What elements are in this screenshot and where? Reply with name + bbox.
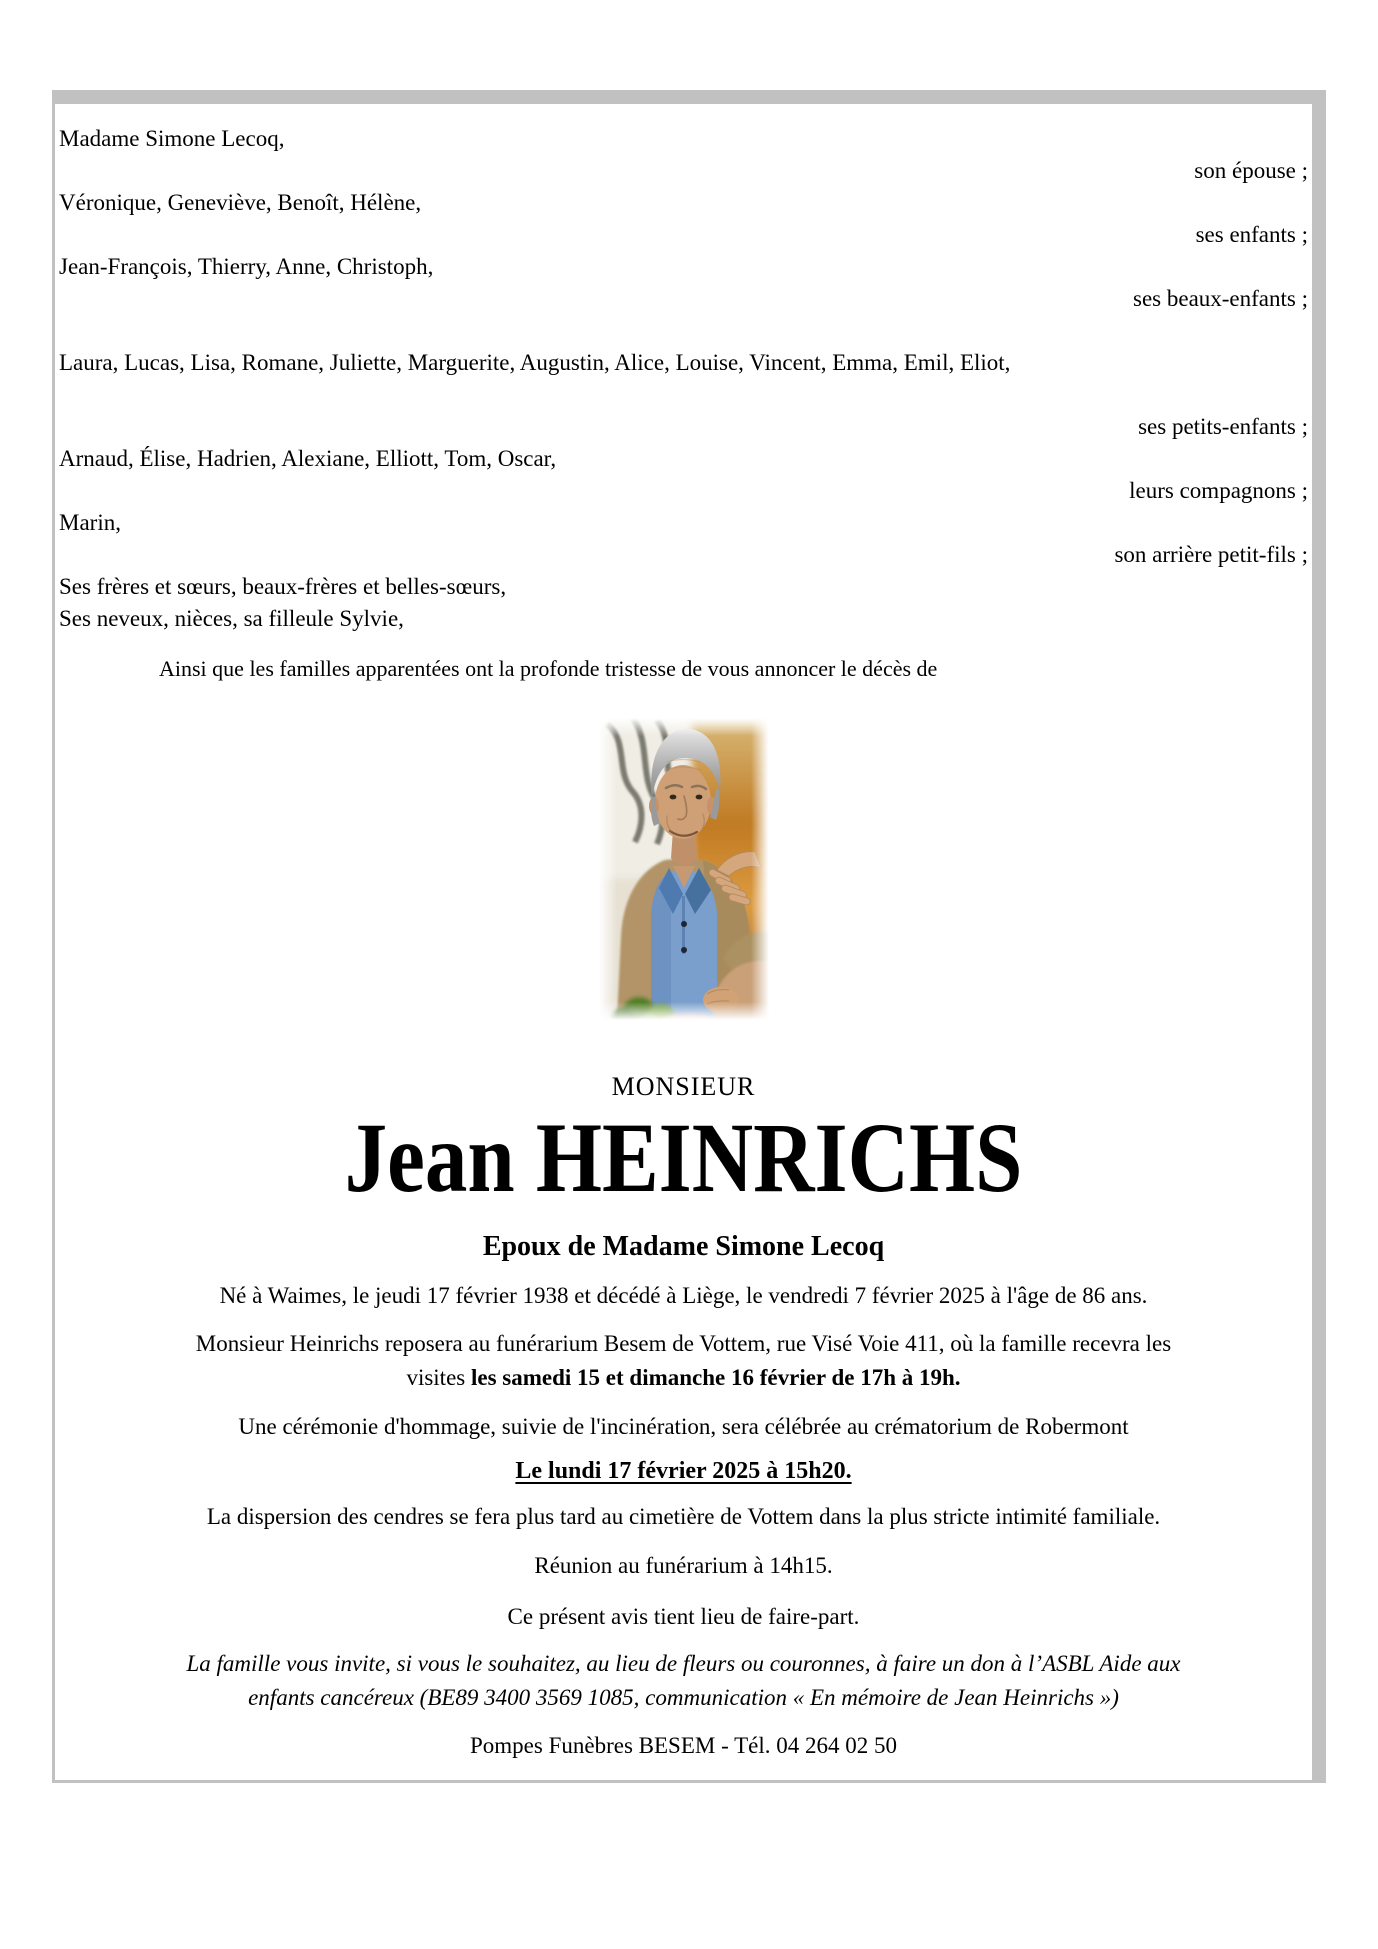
ashes-dispersion-line: La dispersion des cendres se fera plus tard au cimetière de Vottem dans la plus stricte intimité familiale. [206, 1504, 1161, 1529]
relation-label: ses petits-enfants ; [1138, 414, 1308, 439]
repose-line2-normal: visites [406, 1365, 471, 1390]
family-line: Laura, Lucas, Lisa, Romane, Juliette, Marguerite, Augustin, Alice, Louise, Vincent, Emma, Emil, Eliot, [59, 350, 1011, 375]
relation-label: ses beaux-enfants ; [1133, 286, 1308, 311]
memorial-card [52, 90, 1326, 1783]
family-line: Véronique, Geneviève, Benoît, Hélène, [59, 190, 422, 215]
card-content [55, 104, 1312, 1762]
ceremony-datetime: Le lundi 17 février 2025 à 15h20. [515, 1458, 852, 1484]
family-line: Madame Simone Lecoq, [59, 126, 285, 151]
repose-line2-bold: les samedi 15 et dimanche 16 février de 17h à 19h. [470, 1365, 961, 1390]
donation-paragraph [59, 1647, 1308, 1715]
relation-label: son épouse ; [1194, 158, 1308, 183]
notice-line: Ce présent avis tient lieu de faire-part. [507, 1604, 860, 1629]
portrait-photo [599, 718, 769, 1020]
announcement-line: Ainsi que les familles apparentées ont la profonde tristesse de vous annoncer le décès de [159, 656, 938, 681]
relation-label: ses enfants ; [1195, 222, 1308, 247]
ceremony-line: Une cérémonie d'hommage, suivie de l'incinération, sera célébrée au crématorium de Robermont [238, 1414, 1129, 1439]
family-line: Arnaud, Élise, Hadrien, Alexiane, Elliott, Tom, Oscar, [59, 446, 557, 471]
funeral-home-line: Pompes Funèbres BESEM - Tél. 04 264 02 50 [470, 1733, 897, 1758]
relation-label: son arrière petit-fils ; [1114, 542, 1308, 567]
donation-line1: La famille vous invite, si vous le souhaitez, au lieu de fleurs ou couronnes, à faire un don à l’ASBL Aide aux [186, 1651, 1181, 1676]
meeting-line: Réunion au funérarium à 14h15. [534, 1553, 833, 1578]
family-line: Marin, [59, 510, 121, 535]
spouse-subtitle: Epoux de Madame Simone Lecoq [482, 1231, 885, 1262]
deceased-name: Jean HEINRICHS [344, 1102, 1023, 1213]
family-line: Ses neveux, nièces, sa filleule Sylvie, [59, 606, 404, 631]
repose-line1: Monsieur Heinrichs reposera au funérarium Besem de Vottem, rue Visé Voie 411, où la famille recevra les [195, 1331, 1172, 1356]
portrait-photo-wrapper [59, 718, 1308, 1020]
birth-death-line: Né à Waimes, le jeudi 17 février 1938 et décédé à Liège, le vendredi 7 février 2025 à l'âge de 86 ans. [219, 1283, 1148, 1308]
donation-line2: enfants cancéreux (BE89 3400 3569 1085, communication « En mémoire de Jean Heinrichs ») [248, 1685, 1119, 1710]
repose-paragraph [59, 1327, 1308, 1395]
relation-label: leurs compagnons ; [1129, 478, 1308, 503]
civility-title: MONSIEUR [611, 1072, 756, 1101]
family-line: Jean-François, Thierry, Anne, Christoph, [59, 254, 434, 279]
family-line: Ses frères et sœurs, beaux-frères et belles-sœurs, [59, 574, 507, 599]
